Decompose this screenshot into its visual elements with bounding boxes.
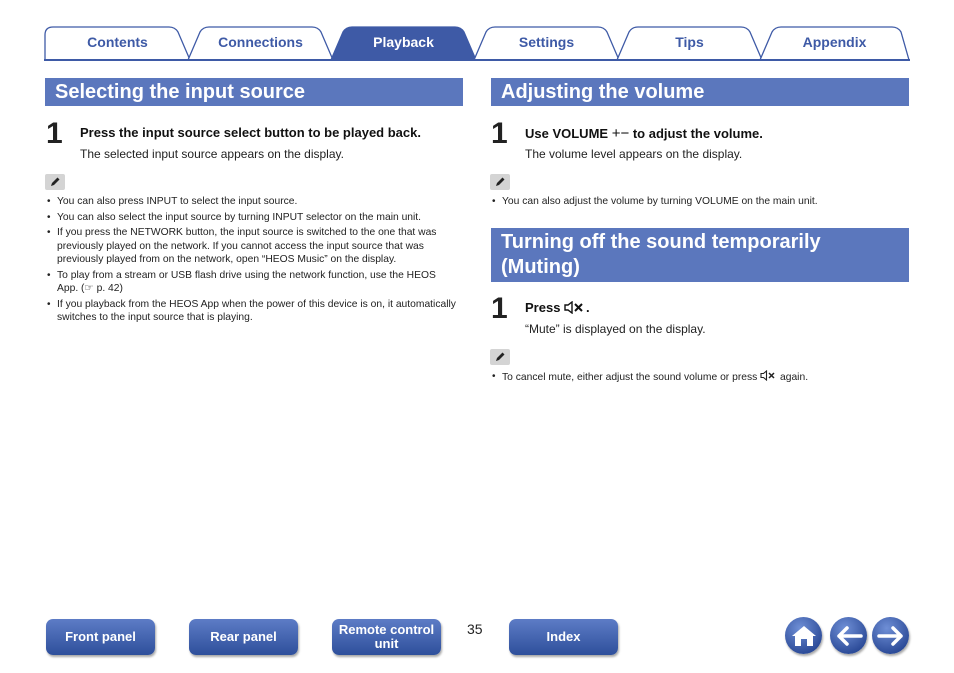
- step-title: Press the input source select button to be played back.: [80, 125, 421, 140]
- step-select-input: [46, 117, 466, 165]
- step-number: 1: [46, 117, 63, 150]
- arrow-left-icon: [835, 625, 863, 647]
- step-number: 1: [491, 292, 508, 325]
- list-item: • To play from a stream or USB flash drive using the network function, use the HEOS App. (☞ p. 42): [47, 269, 457, 296]
- list-item: • If you press the NETWORK button, the input source is switched to the one that was previously played on the network. If you cannot access the input source that was previously played from on the network, open “HEOS Music” on the display.: [47, 226, 457, 267]
- note-list: [47, 195, 457, 327]
- list-item: • If you playback from the HEOS App when the power of this device is on, it automatically switches to the input source that is playing.: [47, 298, 457, 325]
- header-line: (Muting): [501, 256, 580, 278]
- step-title-suffix: to adjust the volume.: [629, 126, 763, 141]
- list-item: • You can also select the input source by turning INPUT selector on the main unit.: [47, 211, 457, 225]
- back-button[interactable]: [830, 617, 867, 654]
- tab-playback[interactable]: [330, 26, 477, 60]
- button-label-line: unit: [374, 636, 399, 651]
- remote-control-unit-button[interactable]: [332, 619, 441, 655]
- step-number: 1: [491, 117, 508, 150]
- note-list: [492, 370, 902, 387]
- page-reference-link[interactable]: p. 42: [96, 283, 120, 294]
- list-item: • You can also adjust the volume by turning VOLUME on the main unit.: [492, 195, 902, 209]
- tab-bar: [44, 26, 910, 60]
- step-description: The volume level appears on the display.: [525, 147, 743, 161]
- list-item: [492, 370, 902, 385]
- forward-button[interactable]: [872, 617, 909, 654]
- section-header-input-source: Selecting the input source: [45, 78, 463, 106]
- tab-tips[interactable]: [616, 26, 763, 60]
- pointing-hand-icon: ☞: [84, 283, 94, 294]
- tab-label: Settings: [518, 34, 575, 50]
- tab-settings[interactable]: [473, 26, 620, 60]
- note-list: [492, 195, 902, 211]
- pencil-icon: [45, 174, 65, 190]
- note-text: again.: [777, 372, 809, 383]
- pencil-icon: [490, 349, 510, 365]
- tab-appendix[interactable]: [759, 26, 910, 60]
- home-icon: [791, 624, 817, 648]
- pencil-icon: [490, 174, 510, 190]
- rear-panel-button[interactable]: Rear panel: [189, 619, 298, 655]
- step-adjust-volume: [491, 117, 911, 165]
- step-title-prefix: Use VOLUME: [525, 126, 612, 141]
- home-button[interactable]: [785, 617, 822, 654]
- tab-label: Contents: [87, 34, 148, 50]
- index-button[interactable]: Index: [509, 619, 618, 655]
- step-title-prefix: Press: [525, 300, 565, 315]
- tab-label: Tips: [675, 34, 704, 50]
- step-title: [525, 300, 590, 315]
- tab-label: Connections: [218, 34, 303, 50]
- mute-icon: [564, 301, 586, 314]
- mute-icon: [760, 370, 777, 381]
- arrow-right-icon: [877, 625, 905, 647]
- front-panel-button[interactable]: Front panel: [46, 619, 155, 655]
- tab-contents[interactable]: [44, 26, 191, 60]
- section-header-muting: [491, 228, 909, 282]
- button-label-line: Remote control: [338, 622, 435, 637]
- step-description: “Mute” is displayed on the display.: [525, 322, 706, 336]
- note-text: To cancel mute, either adjust the sound volume or press: [502, 372, 761, 383]
- header-line: Turning off the sound temporarily: [501, 231, 821, 253]
- step-title-suffix: .: [586, 300, 590, 315]
- section-header-volume: Adjusting the volume: [491, 78, 909, 106]
- tab-label: Playback: [373, 34, 434, 50]
- page-number: 35: [467, 621, 483, 637]
- step-title: [525, 125, 763, 142]
- tab-label: Appendix: [802, 34, 867, 50]
- list-item: • You can also press INPUT to select the input source.: [47, 195, 457, 209]
- tab-connections[interactable]: [187, 26, 334, 60]
- step-description: The selected input source appears on the display.: [80, 147, 344, 161]
- tab-baseline-divider: [44, 59, 910, 61]
- volume-plus-minus-symbol: +−: [611, 125, 630, 142]
- step-press-mute: [491, 292, 911, 340]
- note-text: To play from a stream or USB flash drive using the network function, use the HEOS App.: [57, 269, 436, 294]
